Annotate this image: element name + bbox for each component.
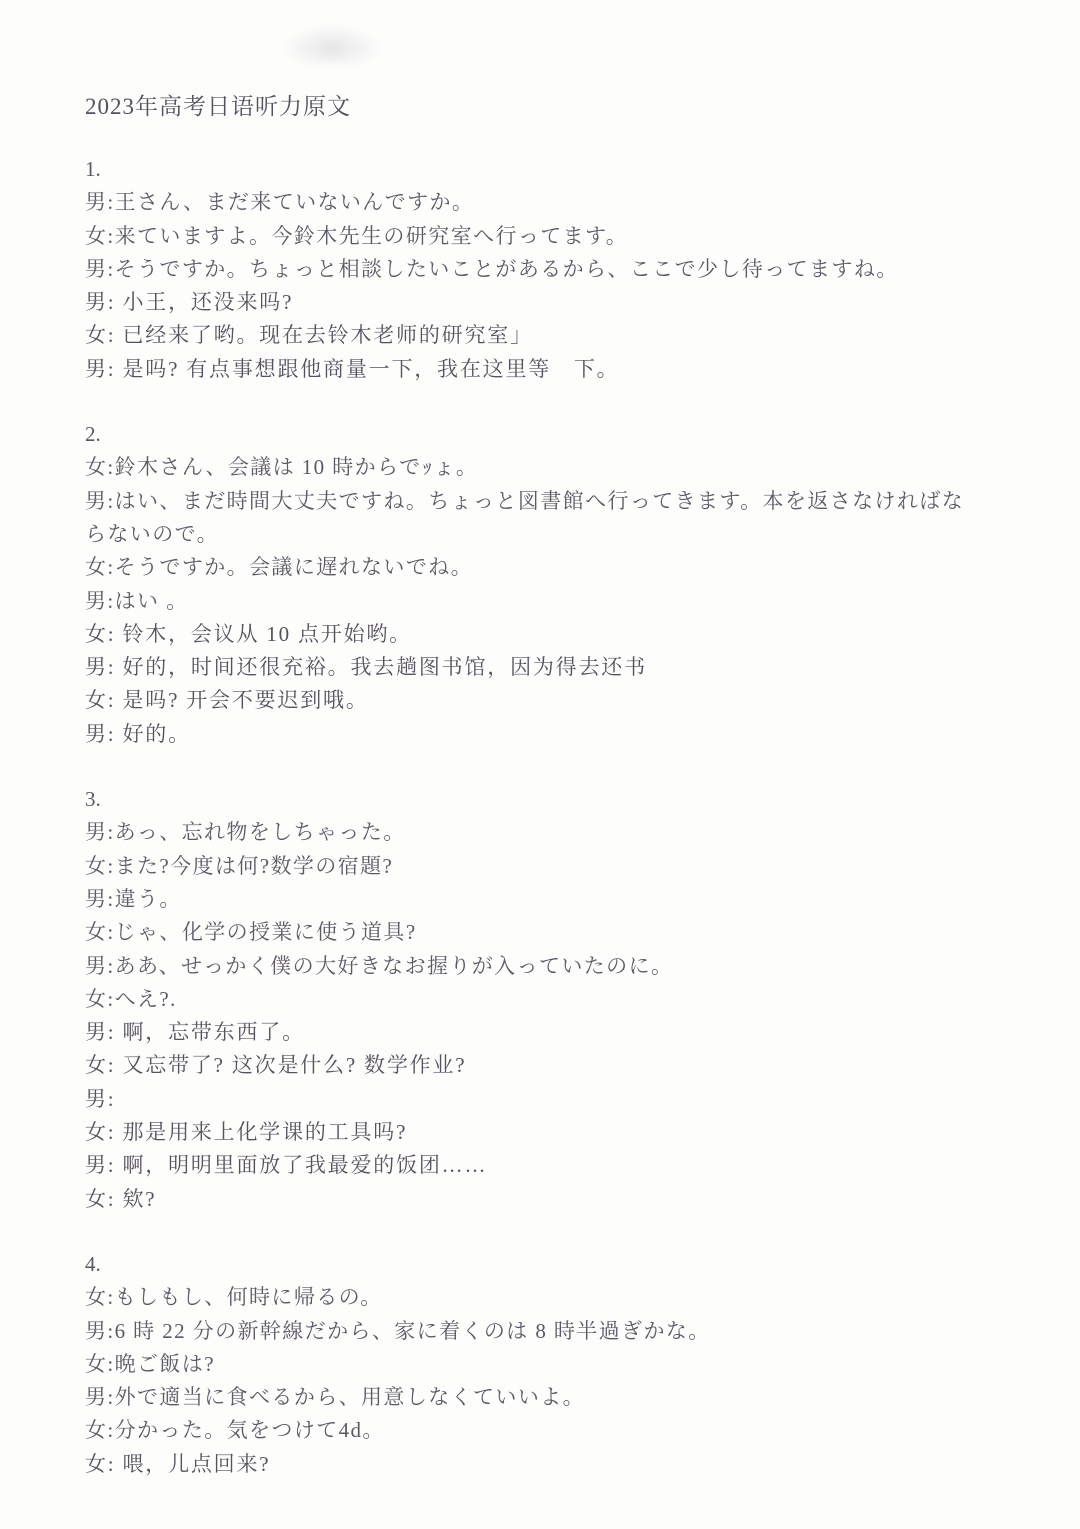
section-3 xyxy=(85,783,1025,1216)
dialogue-line: 女:じゃ、化学の授業に使う道具? xyxy=(85,920,417,945)
section-number: 3. xyxy=(85,787,101,812)
dialogue-line: 男:ああ、せっかく僕の大好きなお握りが入っていたのに。 xyxy=(85,953,674,978)
dialogue-line: 女: 那是用来上化学课的工具吗? xyxy=(85,1120,408,1145)
dialogue-line: 女: 欸? xyxy=(85,1186,157,1211)
dialogue-line: 男:はい、まだ時間大丈夫ですね。ちょっと図書館へ行ってきます。本を返さなければな xyxy=(85,488,965,513)
dialogue-line: 男: xyxy=(85,1086,116,1111)
dialogue-line: 男:王さん、まだ来ていないんですか。 xyxy=(85,190,475,215)
dialogue-line: 女: 是吗? 开会不要迟到哦。 xyxy=(85,688,369,713)
dialogue-line: 男:そうですか。ちょっと相談したいことがあるから、ここで少し待ってますね。 xyxy=(85,256,899,281)
dialogue-line: 女:分かった。気をつけて4d。 xyxy=(85,1418,385,1443)
dialogue-line: 男: 好的，时间还很充裕。我去趟图书馆，因为得去还书 xyxy=(85,655,647,680)
dialogue-line: 女: 已经来了哟。现在去铃木老师的研究室」 xyxy=(85,323,533,348)
dialogue-line: 女:晩ご飯は? xyxy=(85,1351,215,1376)
dialogue-line: 男: 啊，忘带东西了。 xyxy=(85,1020,305,1045)
dialogue-line: 男:外で適当に食べるから、用意しなくていいよ。 xyxy=(85,1385,586,1410)
dialogue-line: 男:6 時 22 分の新幹線だから、家に着くのは 8 時半過ぎかな。 xyxy=(85,1318,711,1343)
dialogue-line: 男: 是吗? 有点事想跟他商量一下，我在这里等 下。 xyxy=(85,356,620,381)
dialogue-line-continuation: らないので。 xyxy=(85,521,219,546)
section-4 xyxy=(85,1248,1025,1481)
dialogue-line: 女:来ていますよ。今鈴木先生の研究室へ行ってます。 xyxy=(85,223,629,248)
section-number: 1. xyxy=(85,157,101,181)
section-number: 2. xyxy=(85,422,101,447)
section-1 xyxy=(85,153,1025,386)
dialogue-line: 男: 好的。 xyxy=(85,721,191,746)
dialogue-line: 女:鈴木さん、会議は 10 時からでｯょ。 xyxy=(85,455,479,480)
dialogue-line: 女:また?今度は何?数学の宿題? xyxy=(85,853,394,878)
dialogue-line: 男: 小王，还没来吗? xyxy=(85,290,294,315)
dialogue-line: 女:へえ?. xyxy=(85,986,177,1011)
section-2 xyxy=(85,418,1025,751)
dialogue-line: 女:そうですか。会議に遅れないでね。 xyxy=(85,555,474,580)
dialogue-line: 男: 啊，明明里面放了我最爱的饭团…… xyxy=(85,1153,488,1178)
dialogue-line: 女: 又忘带了? 这次是什么? 数学作业? xyxy=(85,1053,467,1078)
dialogue-line: 男:はい 。 xyxy=(85,588,189,613)
dialogue-line: 女: 铃木，会议从 10 点开始哟。 xyxy=(85,621,412,646)
dialogue-line: 女: 喂，儿点回来? xyxy=(85,1451,271,1476)
section-number: 4. xyxy=(85,1251,101,1276)
dialogue-line: 男:違う。 xyxy=(85,886,182,911)
document-title: 2023年高考日语听力原文 xyxy=(85,94,351,119)
dialogue-line: 女:もしもし、何時に帰るの。 xyxy=(85,1285,383,1310)
dialogue-line: 男:あっ、忘れ物をしちゃった。 xyxy=(85,820,406,845)
